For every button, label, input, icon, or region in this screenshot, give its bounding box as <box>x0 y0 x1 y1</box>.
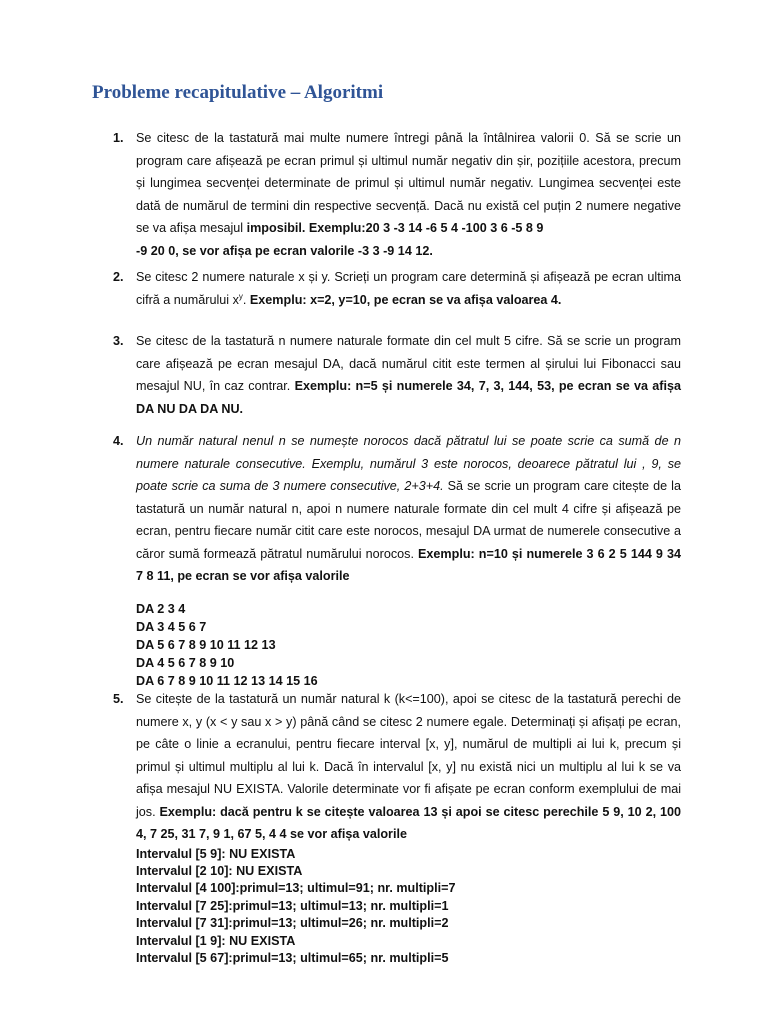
example-output <box>136 600 681 690</box>
problem-number: 2. <box>113 270 124 284</box>
problem-body <box>136 127 681 262</box>
example-text: Exemplu:20 3 -3 14 -6 5 4 -100 3 6 -5 8 9 <box>305 221 544 235</box>
output-line: Intervalul [2 10]: NU EXISTA <box>136 863 303 878</box>
output-line: Intervalul [4 100]:primul=13; ultimul=91; nr. multipli=7 <box>136 881 456 896</box>
problem-body <box>136 688 681 967</box>
output-line: Intervalul [1 9]: NU EXISTA <box>136 933 296 948</box>
output-line: DA 4 5 6 7 8 9 10 <box>136 655 235 670</box>
output-line: DA 3 4 5 6 7 <box>136 619 207 634</box>
example-output <box>136 846 681 968</box>
problem-body <box>136 430 681 690</box>
problem-number: 1. <box>113 131 124 145</box>
output-line: Intervalul [7 31]:primul=13; ultimul=26; nr. multipli=2 <box>136 916 449 931</box>
example-text: Exemplu: x=2, y=10, pe ecran se va afișa valoarea 4. <box>249 292 562 307</box>
problem-number: 4. <box>113 434 124 448</box>
problem-body <box>136 266 681 311</box>
exponent: y <box>238 291 243 301</box>
keyword-imposibil: imposibil. <box>246 221 306 235</box>
example-text: Exemplu: n=5 și numerele 34, 7, 3, 144, 53, pe ecran se va afișa DA NU DA DA NU. <box>136 379 681 416</box>
problem-text: Se citesc 2 numere naturale x și y. Scrieți un program care determină și afișează pe ecran ultima cifră a numărului $x^y$. Exemplu: x=2, y=10, pe ecran se va afișa valoarea 4. <box>136 270 681 307</box>
output-line: DA 5 6 7 8 9 10 11 12 13 <box>136 637 276 652</box>
page-title: Probleme recapitulative – Algoritmi <box>92 82 384 103</box>
problem-text: Un număr natural nenul n se numește norocos dacă pătratul lui se poate scrie ca sumă de n numere naturale consecutive. Exemplu, numărul 3 este norocos, deoarece pătratul lui , 9, se poate scrie ca suma de 3 numere consecutive, 2+3+4. Să se scrie un program care citește de la tastatură un număr natural n, apoi n numere naturale formate din cel mult 4 cifre și afișează pe ecran, pentru fiecare număr citit care este norocos, mesajul DA urmat de numerele consecutive a căror sumă formează pătratul numărului norocos. Exemplu: n=10 și numerele 3 6 2 5 144 9 34 7 8 11, pe ecran se vor afișa valorile <box>136 434 681 583</box>
problem-number: 3. <box>113 334 124 348</box>
example-continuation: -9 20 0, se vor afișa pe ecran valorile -3 3 -9 14 12. <box>136 243 433 258</box>
output-line: Intervalul [7 25]:primul=13; ultimul=13; nr. multipli=1 <box>136 898 449 913</box>
problem-text: Se citește de la tastatură un număr natural k (k<=100), apoi se citesc de la tastatură perechi de numere x, y (x < y sau x > y) până când se citesc 2 numere egale. Determinați și afișați pe ecran, pe câte o linie a ecranului, pentru fiecare interval [x, y], numărul de multipli ai lui k, precum și primul și ultimul multiplu al lui k. Dacă în intervalul [x, y] nu există nici un multiplu al lui k se va afișa mesajul NU EXISTA. Valorile determinate vor fi afișate pe ecran conform exemplului de mai jos. Exemplu: dacă pentru k se citește valoarea 13 și apoi se citesc perechile 5 9, 10 2, 100 4, 7 25, 31 7, 9 1, 67 5, 4 4 se vor afișa valorile <box>136 692 681 841</box>
problem-text: Se citesc de la tastatură n numere naturale formate din cel mult 5 cifre. Să se scrie un program care afișează pe ecran mesajul DA, dacă numărul citit este termen al șirului lui Fibonacci sau mesajul NU, în caz contrar. Exemplu: n=5 și numerele 34, 7, 3, 144, 53, pe ecran se va afișa DA NU DA DA NU. <box>136 334 681 416</box>
example-text: Exemplu: n=10 și numerele 3 6 2 5 144 9 34 7 8 11, pe ecran se vor afișa valorile <box>136 546 681 583</box>
output-line: Intervalul [5 9]: NU EXISTA <box>136 846 296 861</box>
definition-text: Un număr natural nenul n se numește norocos dacă pătratul lui se poate scrie ca sumă de n numere naturale consecutive. Exemplu, numărul 3 este norocos, deoarece pătratul lui , 9, se poate scrie ca suma de 3 numere consecutive, 2+3+4. <box>136 434 681 493</box>
problem-number: 5. <box>113 692 124 706</box>
output-line: Intervalul [5 67]:primul=13; ultimul=65; nr. multipli=5 <box>136 950 449 965</box>
problem-body <box>136 330 681 420</box>
example-text: Exemplu: dacă pentru k se citește valoarea 13 și apoi se citesc perechile 5 9, 10 2, 100 4, 7 25, 31 7, 9 1, 67 5, 4 4 se vor afișa valorile <box>136 804 681 841</box>
problem-text: Se citesc de la tastatură mai multe numere întregi până la întâlnirea valorii 0. Să se scrie un program care afișează pe ecran primul și ultimul număr negativ din șir, pozițiile acestora, precum și lungimea secvenței determinate de primul și ultimul număr negativ. Lungimea secvenței este dată de numărul de termini din respective secvență. Dacă nu există cel puțin 2 numere negative se va afișa mesajul imposibil. Exemplu:20 3 -3 14 -6 5 4 -100 3 6 -5 8 9 <box>136 131 681 235</box>
output-line: DA 6 7 8 9 10 11 12 13 14 15 16 <box>136 673 318 688</box>
output-line: DA 2 3 4 <box>136 601 186 616</box>
